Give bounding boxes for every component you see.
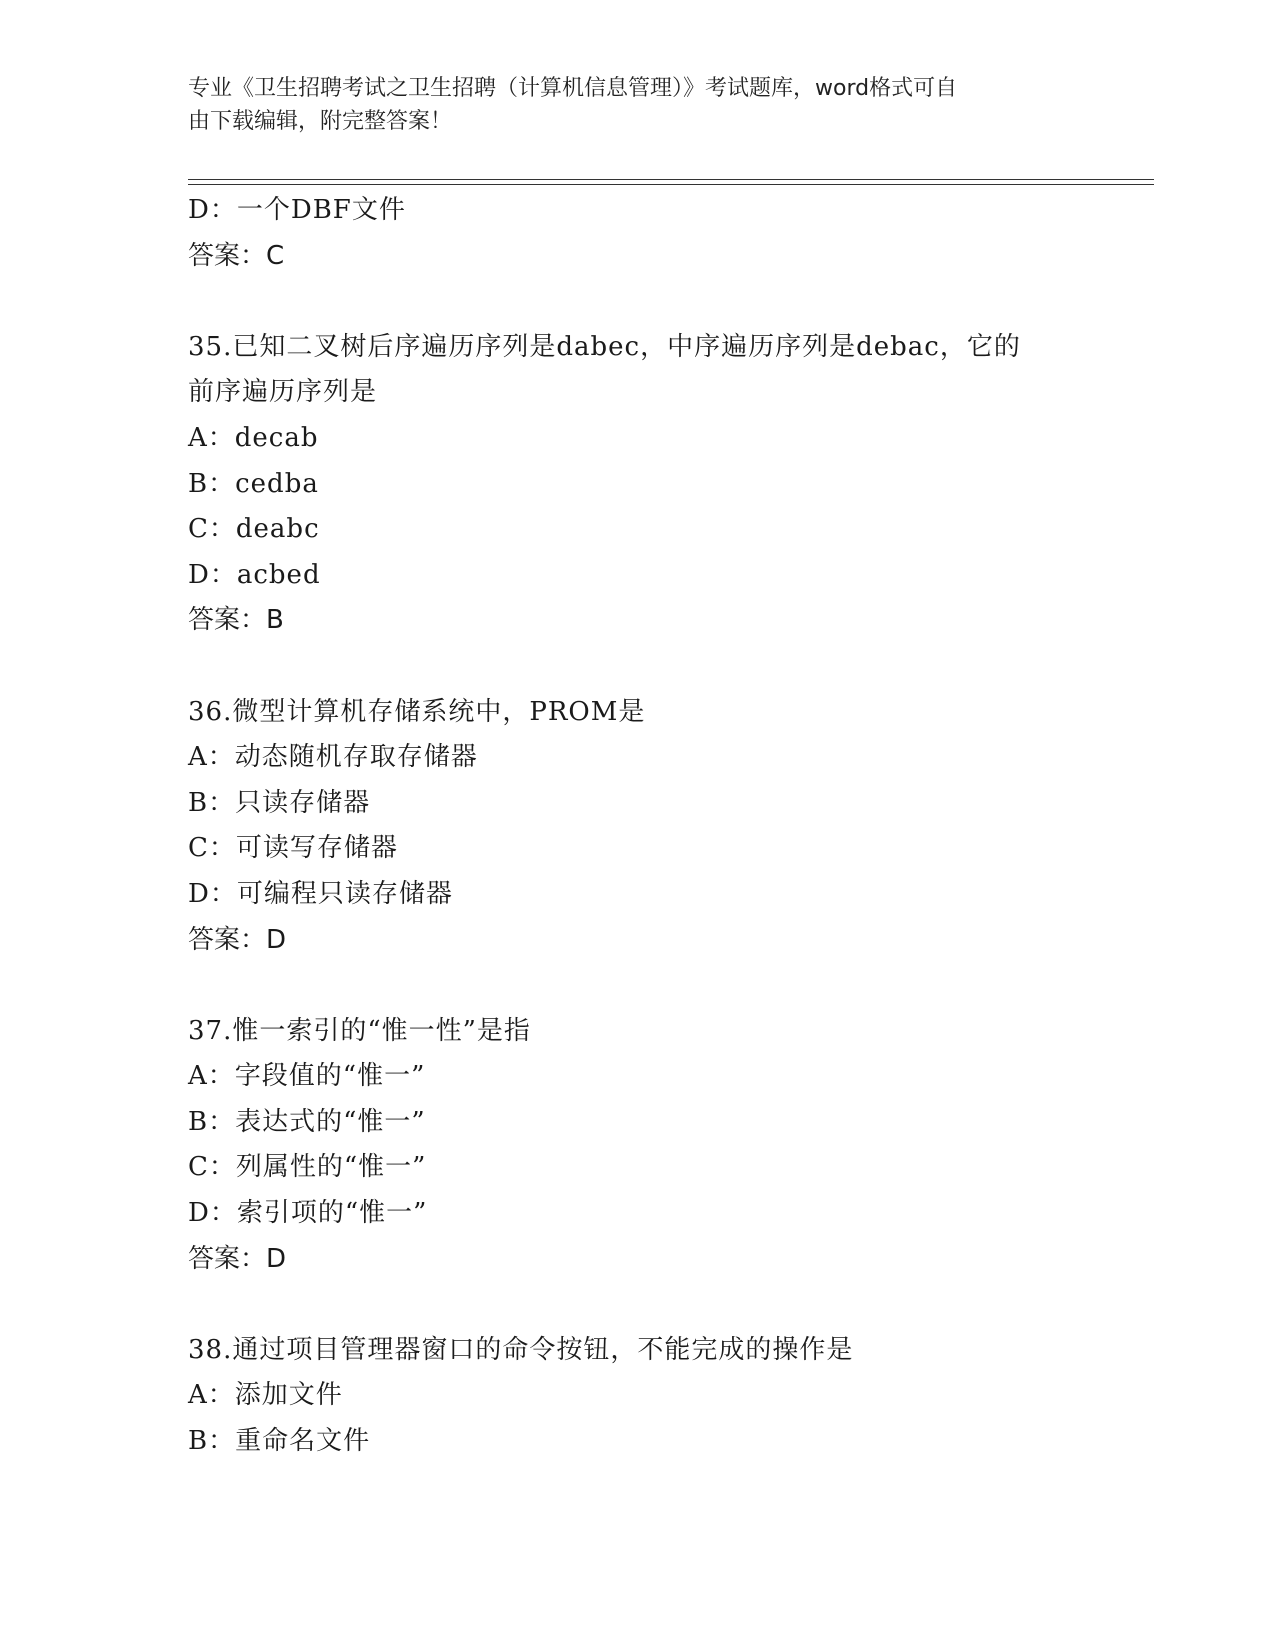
option-a: A：字段值的“惟一” (188, 1061, 426, 1092)
question-stem: 36.微型计算机存储系统中，PROM是 (188, 696, 646, 727)
continued-question (188, 188, 1088, 279)
answer-line: 答案：D (188, 924, 287, 955)
header-line-2: 由下载编辑，附完整答案！ (188, 109, 453, 134)
option-c: C：deabc (188, 514, 320, 545)
spacer (188, 1282, 1088, 1328)
option-c: C：列属性的“惟一” (188, 1152, 427, 1183)
header-double-rule (188, 179, 1154, 185)
answer-line: 答案：B (188, 605, 284, 636)
question-37 (188, 1009, 1088, 1283)
question-35 (188, 325, 1088, 644)
header-line-1: 专业《卫生招聘考试之卫生招聘（计算机信息管理）》考试题库，word格式可自 (188, 76, 958, 101)
option-c: C：可读写存储器 (188, 833, 398, 864)
option-a: A：添加文件 (188, 1380, 343, 1411)
option-b: B：重命名文件 (188, 1426, 371, 1457)
option-d: D：一个DBF文件 (188, 195, 406, 225)
question-stem-continued: 前序遍历序列是 (188, 377, 378, 408)
spacer (188, 963, 1088, 1009)
page-header (188, 72, 1068, 138)
spacer (188, 644, 1088, 690)
option-d: D：索引项的“惟一” (188, 1198, 428, 1229)
option-b: B：只读存储器 (188, 787, 371, 818)
question-stem: 37.惟一索引的“惟一性”是指 (188, 1015, 531, 1046)
answer-line: 答案：C (188, 240, 285, 271)
question-36 (188, 690, 1088, 964)
option-a: A：decab (188, 422, 319, 453)
question-stem: 38.通过项目管理器窗口的命令按钮，不能完成的操作是 (188, 1334, 854, 1365)
question-content (188, 188, 1088, 1465)
option-a: A：动态随机存取存储器 (188, 742, 478, 773)
option-b: B：表达式的“惟一” (188, 1106, 426, 1137)
option-d: D：acbed (188, 559, 321, 590)
question-stem: 35.已知二叉树后序遍历序列是dabec，中序遍历序列是debac，它的 (188, 331, 1021, 362)
option-b: B：cedba (188, 468, 319, 499)
spacer (188, 279, 1088, 325)
option-d: D：可编程只读存储器 (188, 878, 453, 909)
answer-line: 答案：D (188, 1243, 287, 1274)
question-38 (188, 1328, 1088, 1465)
